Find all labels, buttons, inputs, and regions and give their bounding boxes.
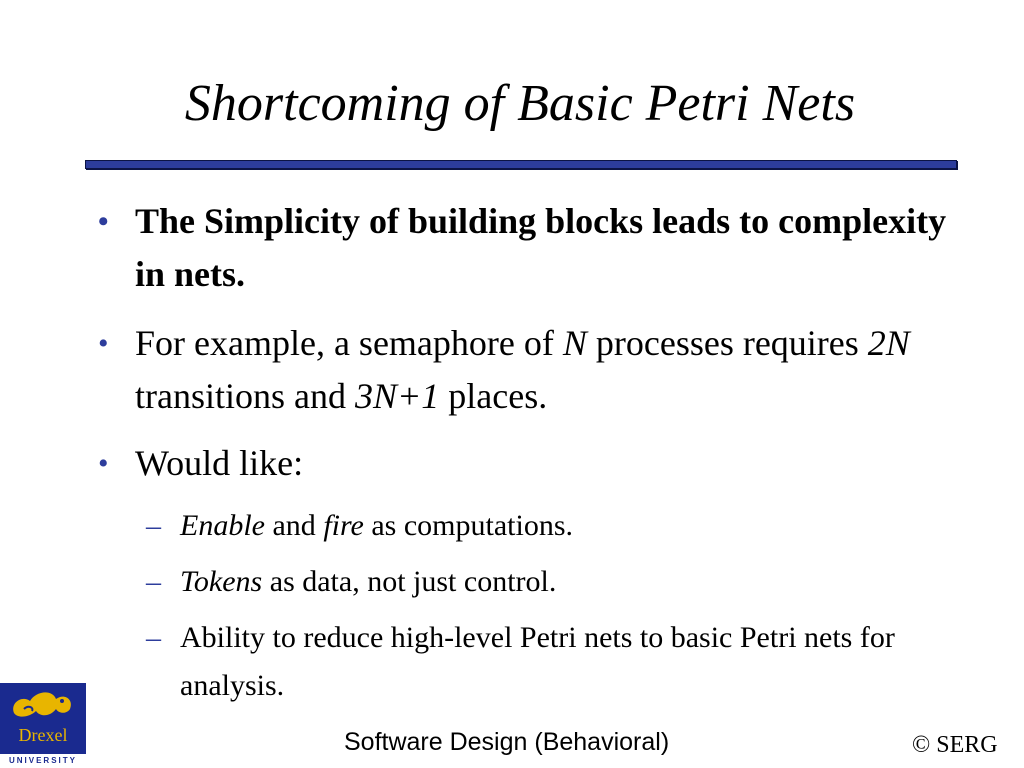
slide-title: Shortcoming of Basic Petri Nets: [184, 75, 856, 132]
footer-course-title: Software Design (Behavioral): [344, 728, 670, 756]
bullet-text-part: places.: [439, 376, 548, 416]
sub-bullet-item-2: [146, 558, 960, 606]
bullet-italic-term: 2N: [867, 323, 910, 363]
dragon-icon: [0, 683, 86, 729]
bullet-italic-term: 3N+1: [354, 376, 440, 416]
bullet-text-part: For example, a semaphore of: [135, 323, 563, 363]
bullet-marker: •: [98, 327, 109, 360]
sub-bullet-marker: –: [146, 509, 161, 542]
bullet-text: The Simplicity of building blocks leads to complexity in nets.: [135, 201, 947, 294]
bullet-text: Would like:: [135, 443, 304, 483]
sub-bullet-item-3: [146, 614, 960, 710]
sub-bullet-text-part: and: [264, 509, 324, 542]
bullet-text-part: processes requires: [586, 323, 868, 363]
footer-copyright: © SERG: [912, 732, 998, 758]
sub-bullet-item-1: [146, 502, 960, 550]
sub-bullet-italic-term: Tokens: [180, 565, 263, 598]
bullet-italic-term: N: [562, 323, 587, 363]
sub-bullet-italic-term: Enable: [180, 509, 265, 542]
bullet-item-3: [98, 437, 955, 490]
sub-bullet-marker: –: [146, 621, 161, 654]
sub-bullet-text: Ability to reduce high-level Petri nets to basic Petri nets for analysis.: [180, 621, 895, 702]
sub-bullet-italic-term: fire: [323, 509, 364, 542]
bullet-marker: •: [98, 447, 109, 480]
logo-subtitle: UNIVERSITY: [0, 754, 86, 768]
drexel-logo: [0, 683, 86, 768]
sub-bullet-text-part: as data, not just control.: [262, 565, 557, 598]
sub-bullet-marker: –: [146, 565, 161, 598]
bullet-marker: •: [98, 205, 109, 238]
bullet-item-2: [98, 317, 955, 423]
sub-bullet-text-part: as computations.: [363, 509, 573, 542]
bullet-text-part: transitions and: [135, 376, 355, 416]
bullet-item-1: [98, 195, 955, 301]
logo-wordmark: Drexel: [18, 725, 68, 745]
